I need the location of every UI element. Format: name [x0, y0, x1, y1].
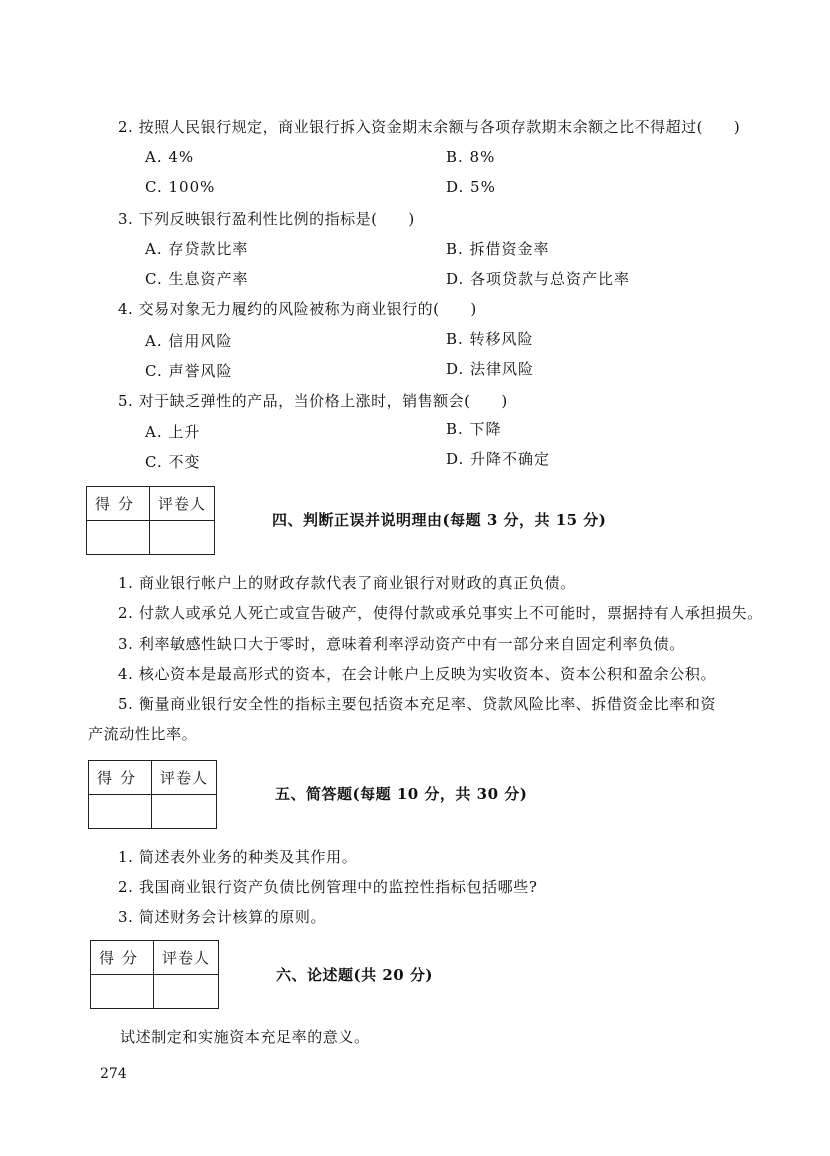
mc-option-a: A. 信用风险 — [145, 332, 233, 350]
score-entry[interactable] — [87, 521, 150, 555]
grader-label: 评卷人 — [150, 487, 215, 521]
mc-option-a: A. 存贷款比率 — [145, 240, 249, 258]
score-entry[interactable] — [91, 975, 154, 1009]
grader-label: 评卷人 — [152, 761, 217, 795]
mc-question-4: 4. 交易对象无力履约的风险被称为商业银行的( ) — [118, 300, 477, 318]
mc-option-c: C. 声誉风险 — [145, 362, 233, 380]
judge-item-1: 1. 商业银行帐户上的财政存款代表了商业银行对财政的真正负债。 — [118, 574, 576, 592]
judge-item-5-cont: 产流动性比率。 — [88, 725, 198, 743]
score-label: 得分 — [91, 941, 154, 975]
score-label: 得分 — [87, 487, 150, 521]
judge-item-2: 2. 付款人或承兑人死亡或宣告破产，使得付款或承兑事实上不可能时，票据持有人承担损失。 — [118, 604, 763, 622]
grader-entry[interactable] — [154, 975, 219, 1009]
mc-option-c: C. 不变 — [145, 453, 201, 471]
mc-option-b: B. 8% — [446, 148, 496, 166]
grader-entry[interactable] — [152, 795, 217, 829]
judge-item-4: 4. 核心资本是最高形式的资本，在会计帐户上反映为实收资本、资本公积和盈余公积。 — [118, 665, 717, 683]
mc-question-3: 3. 下列反映银行盈利性比例的指标是( ) — [118, 210, 415, 228]
short-question-3: 3. 简述财务会计核算的原则。 — [118, 908, 327, 926]
short-question-1: 1. 简述表外业务的种类及其作用。 — [118, 848, 358, 866]
section-5-title: 五、简答题(每题 10 分，共 30 分) — [275, 785, 528, 803]
short-question-2: 2. 我国商业银行资产负债比例管理中的监控性指标包括哪些? — [118, 878, 538, 896]
score-box — [86, 486, 215, 555]
page-number: 274 — [100, 1066, 127, 1082]
score-entry[interactable] — [89, 795, 152, 829]
mc-option-a: A. 上升 — [145, 423, 201, 441]
section-4-title: 四、判断正误并说明理由(每题 3 分，共 15 分) — [272, 511, 607, 529]
mc-option-d: D. 法律风险 — [446, 360, 535, 378]
mc-option-d: D. 各项贷款与总资产比率 — [446, 270, 631, 288]
mc-question-2: 2. 按照人民银行规定，商业银行拆入资金期末余额与各项存款期末余额之比不得超过( ) — [118, 118, 741, 136]
mc-option-b: B. 拆借资金率 — [446, 240, 550, 258]
grader-label: 评卷人 — [154, 941, 219, 975]
grader-entry[interactable] — [150, 521, 215, 555]
essay-question: 试述制定和实施资本充足率的意义。 — [120, 1028, 370, 1046]
mc-option-a: A. 4% — [145, 148, 195, 166]
mc-option-b: B. 下降 — [446, 420, 502, 438]
mc-option-c: C. 生息资产率 — [145, 270, 249, 288]
mc-option-d: D. 5% — [446, 178, 496, 196]
score-box — [90, 940, 219, 1009]
score-box — [88, 760, 217, 829]
judge-item-3: 3. 利率敏感性缺口大于零时，意味着利率浮动资产中有一部分来自固定利率负债。 — [118, 635, 685, 653]
judge-item-5: 5. 衡量商业银行安全性的指标主要包括资本充足率、贷款风险比率、拆借资金比率和资 — [118, 695, 717, 713]
mc-option-b: B. 转移风险 — [446, 330, 534, 348]
mc-question-5: 5. 对于缺乏弹性的产品，当价格上涨时，销售额会( ) — [118, 392, 508, 410]
mc-option-c: C. 100% — [145, 178, 216, 196]
section-6-title: 六、论述题(共 20 分) — [276, 966, 434, 984]
score-label: 得分 — [89, 761, 152, 795]
mc-option-d: D. 升降不确定 — [446, 450, 551, 468]
